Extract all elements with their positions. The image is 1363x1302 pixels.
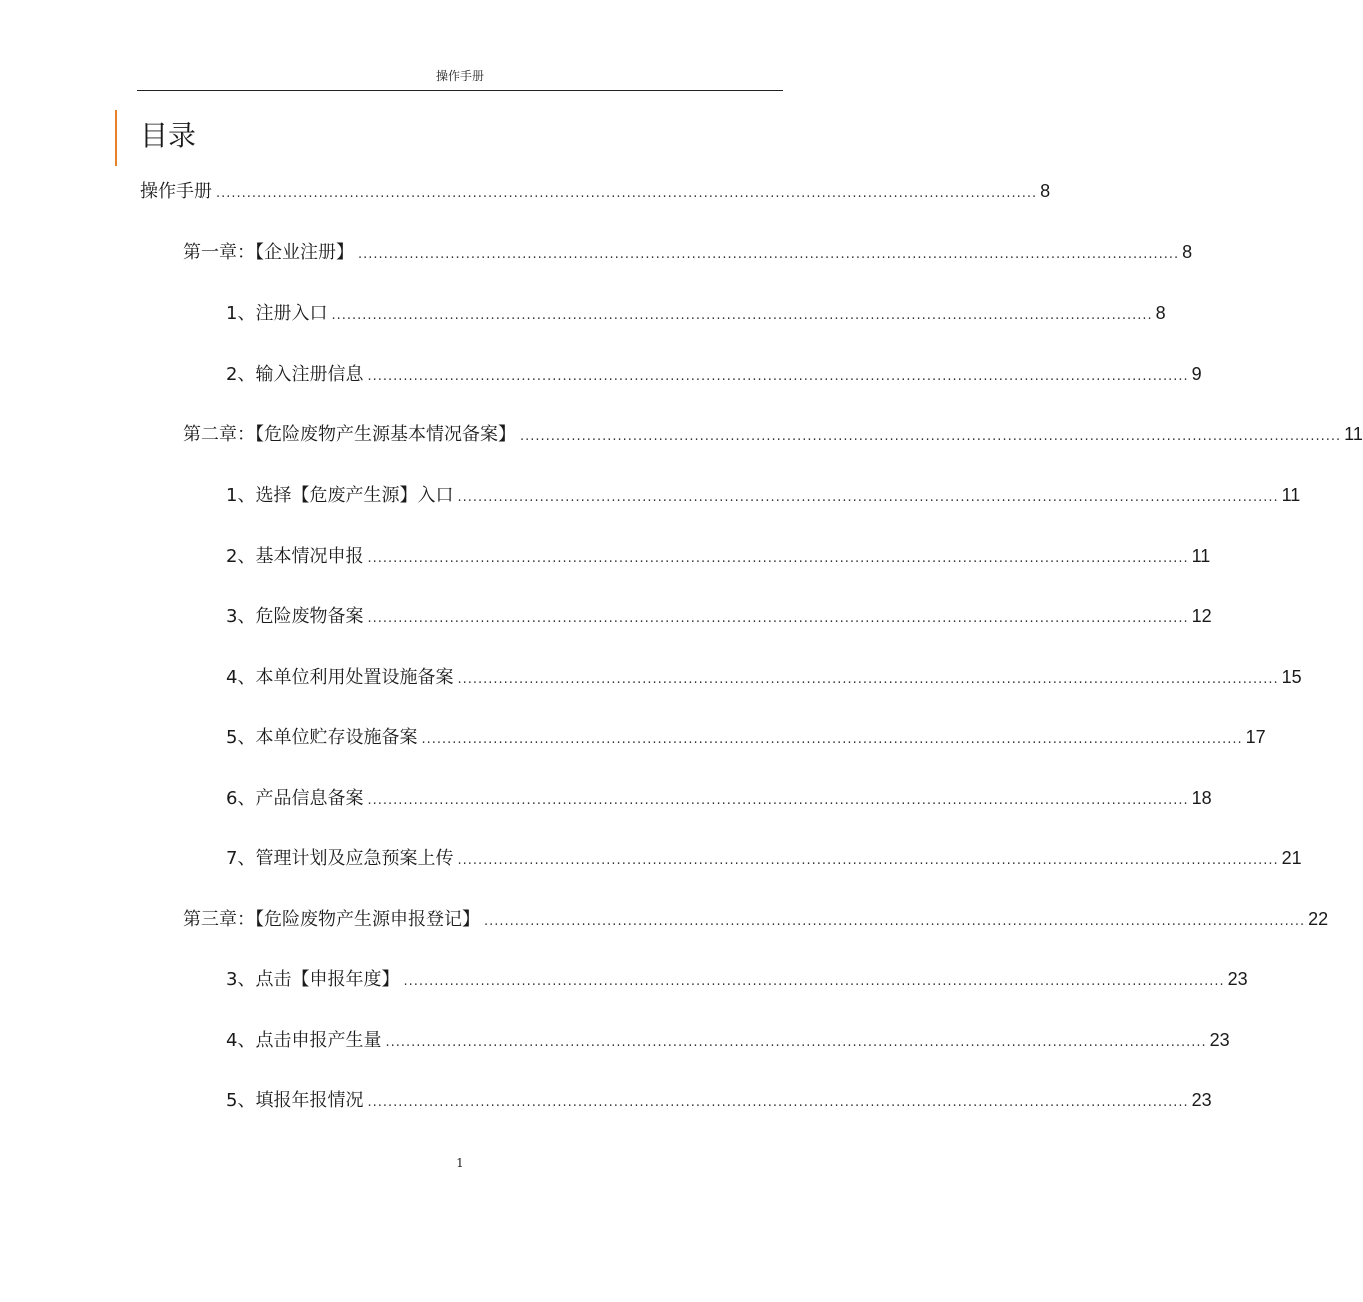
toc-leader-dots: ................................................................................................................................................................ — [358, 247, 1180, 262]
toc-entry[interactable] — [226, 298, 1166, 328]
toc-title: 目录 — [140, 119, 197, 152]
toc-leader-dots: ................................................................................................................................................................ — [457, 672, 1279, 687]
toc-entry-label: 4、本单位利用处置设施备案 — [226, 667, 454, 688]
toc-entry-page: 8 — [1040, 181, 1051, 201]
toc-leader-dots: ................................................................................................................................................................ — [385, 1035, 1207, 1050]
toc-entry-label: 6、产品信息备案 — [226, 788, 364, 809]
toc-entry-page: 8 — [1155, 303, 1166, 323]
toc-leader-dots: ................................................................................................................................................................ — [216, 186, 1038, 201]
toc-entry-label: 5、本单位贮存设施备案 — [226, 727, 418, 748]
toc-entry-page: 15 — [1281, 667, 1302, 687]
running-header: 操作手册 — [435, 69, 484, 83]
toc-entry-label: 1、注册入口 — [226, 303, 328, 324]
toc-entry-label: 操作手册 — [140, 181, 212, 202]
toc-entry-page: 21 — [1281, 848, 1302, 868]
toc-entry-label: 1、选择【危废产生源】入口 — [226, 485, 454, 506]
toc-entry-label: 3、危险废物备案 — [226, 606, 364, 627]
toc-entry-page: 8 — [1182, 242, 1193, 262]
toc-entry[interactable] — [226, 783, 1212, 813]
toc-entry-label: 2、基本情况申报 — [226, 546, 364, 567]
toc-entry[interactable] — [226, 480, 1301, 510]
toc-entry-label: 4、点击申报产生量 — [226, 1030, 382, 1051]
toc-accent-bar — [115, 110, 117, 166]
toc-leader-dots: ................................................................................................................................................................ — [367, 551, 1189, 566]
toc-entry-page: 11 — [1191, 546, 1211, 566]
toc-entry[interactable] — [140, 176, 1051, 206]
toc-leader-dots: ................................................................................................................................................................ — [457, 490, 1279, 505]
toc-entry-label: 第三章：【危险废物产生源申报登记】 — [183, 909, 480, 930]
toc-entry-label: 5、填报年报情况 — [226, 1090, 364, 1111]
toc-entry[interactable] — [226, 964, 1248, 994]
toc-entry-page: 11 — [1344, 424, 1363, 444]
toc-entry-page: 18 — [1191, 788, 1212, 808]
toc-entry[interactable] — [183, 419, 1363, 449]
toc-entry-label: 第一章：【企业注册】 — [183, 242, 354, 263]
toc-leader-dots: ................................................................................................................................................................ — [520, 429, 1342, 444]
toc-leader-dots: ................................................................................................................................................................ — [367, 611, 1189, 626]
toc-entry[interactable] — [226, 1085, 1212, 1115]
toc-entry-label: 3、点击【申报年度】 — [226, 969, 400, 990]
header-divider — [137, 90, 783, 91]
toc-entry-page: 23 — [1191, 1090, 1212, 1110]
toc-entry-page: 23 — [1227, 969, 1248, 989]
toc-entry[interactable] — [226, 722, 1266, 752]
toc-leader-dots: ................................................................................................................................................................ — [421, 732, 1243, 747]
toc-entry[interactable] — [183, 904, 1329, 934]
toc-leader-dots: ................................................................................................................................................................ — [457, 853, 1279, 868]
toc-entry-page: 12 — [1191, 606, 1212, 626]
toc-entry[interactable] — [226, 1025, 1230, 1055]
toc-entry-page: 17 — [1245, 727, 1266, 747]
toc-entry[interactable] — [183, 237, 1193, 267]
toc-leader-dots: ................................................................................................................................................................ — [484, 914, 1306, 929]
toc-entry[interactable] — [226, 541, 1211, 571]
toc-entry-label: 7、管理计划及应急预案上传 — [226, 848, 454, 869]
toc-entry-page: 11 — [1281, 485, 1301, 505]
toc-leader-dots: ................................................................................................................................................................ — [331, 308, 1153, 323]
toc-leader-dots: ................................................................................................................................................................ — [403, 974, 1225, 989]
toc-entry[interactable] — [226, 843, 1302, 873]
toc-entry-page: 22 — [1308, 909, 1329, 929]
toc-entry-label: 第二章：【危险废物产生源基本情况备案】 — [183, 424, 516, 445]
toc-entry-page: 23 — [1209, 1030, 1230, 1050]
toc-leader-dots: ................................................................................................................................................................ — [367, 793, 1189, 808]
toc-entry-label: 2、输入注册信息 — [226, 364, 364, 385]
toc-leader-dots: ................................................................................................................................................................ — [367, 369, 1189, 384]
page-number: 1 — [456, 1156, 464, 1170]
toc-entry[interactable] — [226, 359, 1202, 389]
toc-entry[interactable] — [226, 662, 1302, 692]
toc-entry[interactable] — [226, 601, 1212, 631]
toc-leader-dots: ................................................................................................................................................................ — [367, 1095, 1189, 1110]
toc-entry-page: 9 — [1191, 364, 1202, 384]
